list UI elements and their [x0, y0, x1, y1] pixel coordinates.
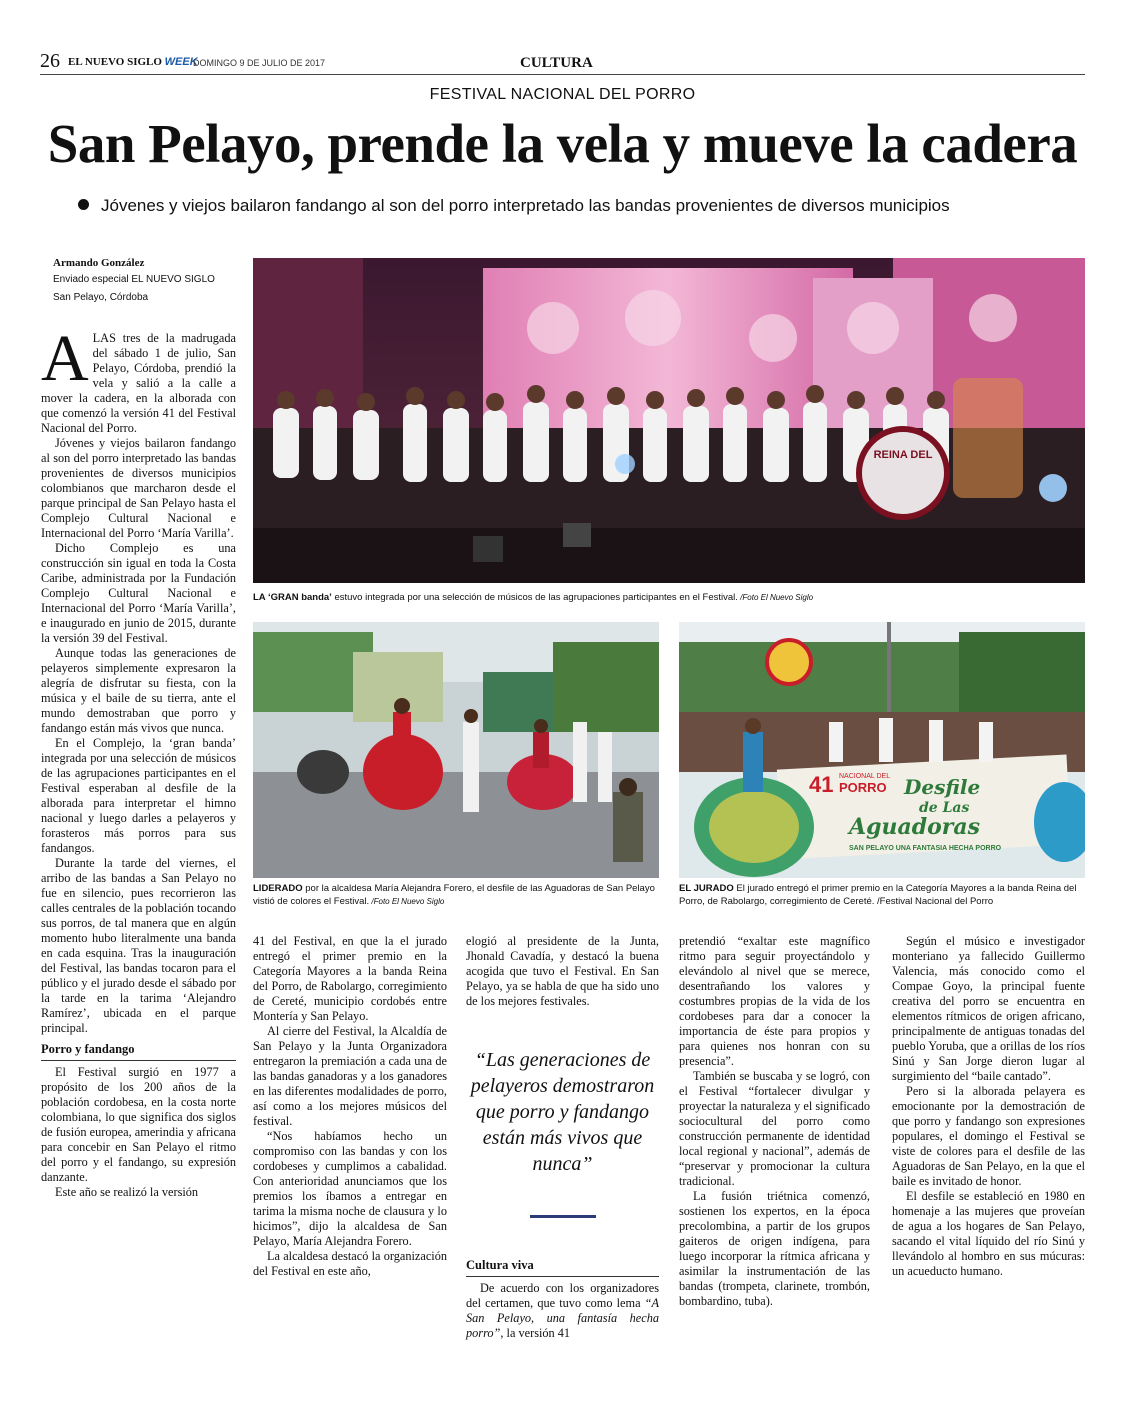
- bullet-icon: [78, 199, 89, 210]
- page-number: 26: [40, 50, 60, 72]
- header-rule: [40, 74, 1085, 75]
- deck-text: Jóvenes y viejos bailaron fandango al son del porro interpretado las bandas provenientes de diversos municipios: [101, 196, 950, 215]
- photo-credit: /Foto El Nuevo Siglo: [737, 593, 814, 602]
- paragraph: “Nos habíamos hecho un compromiso con las bandas y con los cordobeses y cumplimos a cabalidad. Con anterioridad anunciamos que los premios los íbamos a entregar en tarima la misma noche de clausura y lo hicimos”, dijo la alcaldesa de San Pelayo, María Alejandra Forero.: [253, 1129, 447, 1248]
- banner-number: 41: [809, 772, 834, 797]
- paragraph: Al cierre del Festival, la Alcaldía de San Pelayo y la Junta Organizadora entregaron la premiación a cada una de las bandas ganadoras y a los ganadores en las diferentes modalidades de porro, así como a los mejores músicos del festival.: [253, 1024, 447, 1128]
- caption-text: por la alcaldesa María Alejandra Forero, el desfile de las Aguadoras de San Pelayo vistió de colores el Festival.: [253, 883, 655, 907]
- paragraph: Aunque todas las generaciones de pelayeros simplemente expresaron la alegría de disfrutar su fiesta, con la música y el baile de su tierra, ante el mundo demostraban que porro y fandango están más vivos que nunca.: [41, 646, 236, 735]
- drop-cap: A: [41, 322, 89, 395]
- banner-line2: de Las: [919, 800, 970, 816]
- article-column-3-bottom: [466, 1258, 659, 1341]
- drum-label: REINA DEL: [873, 449, 933, 461]
- caption-lead: LA ‘GRAN banda’: [253, 592, 332, 603]
- banner-line3: Aguadoras: [849, 814, 980, 840]
- band-stage-photo: [253, 258, 1085, 583]
- article-deck: [78, 196, 950, 216]
- paragraph: elogió al presidente de la Junta, Jhonald Cavadía, y destacó la buena acogida que tuvo el Festival. En San Pelayo, ya se habla de que ha sido uno de los mejores festivales.: [466, 934, 659, 1008]
- paragraph: Este año se realizó la versión: [55, 1185, 199, 1199]
- festival-motto: “A San Pelayo, una fantasía hecha porro”: [466, 1296, 659, 1340]
- caption-lead: EL JURADO: [679, 883, 734, 894]
- banner-festival: NACIONAL DEL: [839, 773, 891, 780]
- subheading-porro-fandango: Porro y fandango: [41, 1042, 236, 1061]
- parade-photo-caption: [679, 882, 1085, 908]
- pull-quote-rule: [530, 1215, 596, 1218]
- author-name: Armando González: [53, 257, 145, 269]
- pull-quote: “Las generaciones de pelayeros demostraron que porro y fandango están más vivos que nunca”: [470, 1049, 655, 1175]
- paragraph: La fusión triétnica comenzó, sostienen los expertos, en la época precolombina, a partir de los grupos gaiteros de origen indígena, para luego incorporar la rítmica africana y asimilar la instrumentación de las bandas (trompeta, clarinete, trombón, bombardino, tuba).: [679, 1189, 870, 1308]
- paper-name: EL NUEVO SIGLO: [68, 56, 162, 68]
- parade-photo: [679, 622, 1085, 878]
- banner-line1: Desfile: [904, 775, 981, 799]
- article-column-1: [41, 322, 236, 1200]
- banner-sub: SAN PELAYO UNA FANTASIA HECHA PORRO: [849, 845, 1002, 852]
- subheading-cultura-viva: Cultura viva: [466, 1258, 659, 1277]
- issue-date: DOMINGO 9 DE JULIO DE 2017: [193, 58, 326, 68]
- article-column-5: [892, 934, 1085, 1279]
- paragraph: La alcaldesa destacó la organización del Festival en este año,: [253, 1249, 447, 1278]
- paragraph: 41 del Festival, en que la el jurado entregó el primer premio en la Categoría Mayores a la banda Reina del Porro, de Rabolargo, corregimiento de Cereté, municipio cordobés entre Montería y San Pelayo.: [253, 934, 447, 1023]
- banner-porro: PORRO: [839, 780, 887, 795]
- section-name: CULTURA: [520, 55, 593, 71]
- paragraph: pretendió “exaltar este magnífico ritmo para seguir proyectándolo y elevándolo al nivel que se merece, desentrañando los valores y costumbres propias de la vida de los cordobeses para dar a conocer la importancia de éste para propios y para quienes nos honran con su presencia”.: [679, 934, 870, 1068]
- article-kicker: FESTIVAL NACIONAL DEL PORRO: [429, 86, 696, 103]
- caption-lead: LIDERADO: [253, 883, 303, 894]
- caption-text: El jurado entregó el primer premio en la Categoría Mayores a la banda Reina del Porro, de Rabolargo, corregimiento de Cereté. /Festival Nacional del Porro: [679, 883, 1077, 907]
- paragraph: El desfile se estableció en 1980 en homenaje a las mujeres que proveían de agua a los hogares de San Pelayo, sacando el vital líquido del río Sinú y llevándolo al hombro en sus múcuras: un acueducto humano.: [892, 1189, 1085, 1278]
- article-headline: San Pelayo, prende la vela y mueve la cadera: [47, 113, 1078, 174]
- dancers-photo: [253, 622, 659, 878]
- paragraph: En el Complejo, la ‘gran banda’ integrada por una selección de músicos de las agrupaciones participantes en el Festival esperaban al desfile de la alborada para interpretar el himno nacional y luego darles a pelayeros y forasteros más porros para sus fandangos.: [41, 736, 236, 855]
- paragraph: LAS tres de la madrugada del sábado 1 de julio, San Pelayo, Córdoba, prendió la vela y salió a la calle a mover la cadera, en la alborada con que comenzó la versión 41 del Festival Nacional del Porro.: [41, 331, 236, 435]
- paper-week: WEEK: [164, 56, 198, 68]
- paragraph: Jóvenes y viejos bailaron fandango al son del porro interpretado las bandas provenientes de diversos municipios colombianos que marcharon desde el parque principal de San Pelayo hasta el Complejo Cultural Nacional e Internacional del Porro ‘María Varilla’.: [41, 436, 236, 540]
- paragraph: Pero si la alborada pelayera es emocionante por la demostración de que porro y fandango son expresiones populares, el domingo el Festival se viste de colores para el desfile de las Aguadoras de San Pelayo, en la que el baile es invitado de honor.: [892, 1084, 1085, 1188]
- paragraph: El Festival surgió en 1977 a propósito de los 200 años de la población cordobesa, en la costa norte colombiana, lo que significa dos siglos de fusión europea, amerindia y africana para concebir en San Pelayo el ritmo del porro y el fandango, su expresión danzante.: [41, 1065, 236, 1184]
- photo-credit: /Foto El Nuevo Siglo: [369, 897, 445, 906]
- author-role: Enviado especial EL NUEVO SIGLO: [53, 274, 215, 285]
- dateline: San Pelayo, Córdoba: [53, 292, 149, 303]
- article-column-4: [679, 934, 870, 1309]
- newspaper-name: [68, 56, 198, 68]
- dancers-photo-caption: [253, 882, 659, 908]
- article-column-3: [466, 934, 659, 1009]
- paragraph: Durante la tarde del viernes, el arribo de las bandas a San Pelayo no fue en silencio, pues recorrieron las calles centrales de la población tocando sus porros, de tal manera que en algún momento hubo literalmente una banda en cada esquina. Tras la inauguración del Festival, las bandas tocaron para el público y el jurado desde el sábado por la tarde en la tarima ‘Alejandro Ramírez’, ubicada en el parque principal.: [41, 856, 236, 1035]
- main-photo-caption: [253, 591, 1085, 604]
- caption-text: estuvo integrada por una selección de músicos de las agrupaciones participantes en el Festival.: [331, 592, 738, 603]
- paragraph: También se buscaba y se logró, con el Festival “fortalecer divulgar y proyectar la naturaleza y el significado sociocultural del porro como construcción permanente de identidad local regional y nacional”, además de “preservar y promocionar la cultura tradicional.: [679, 1069, 870, 1188]
- paragraph: Dicho Complejo es una construcción sin igual en toda la Costa Caribe, administrada por la Fundación Complejo Cultural Nacional e Internacional del Porro ‘María Varilla’, e inaugurado en junio de 2015, durante la versión 39 del Festival.: [41, 541, 236, 645]
- paragraph: Según el músico e investigador monteriano ya fallecido Guillermo Valencia, más conocido como el Compae Goyo, la principal fuente creativa del porro se encuentra en elementos rítmicos de origen africano, principalmente de antiguas tonadas del pueblo Yoruba, que a orillas de los ríos Sinú y San Jorge dieron lugar al surgimiento del “baile cantado”.: [892, 934, 1085, 1083]
- paragraph: , la versión 41: [500, 1326, 571, 1340]
- paragraph: De acuerdo con los organizadores del certamen, que tuvo como lema: [466, 1281, 659, 1310]
- article-column-2: [253, 934, 447, 1279]
